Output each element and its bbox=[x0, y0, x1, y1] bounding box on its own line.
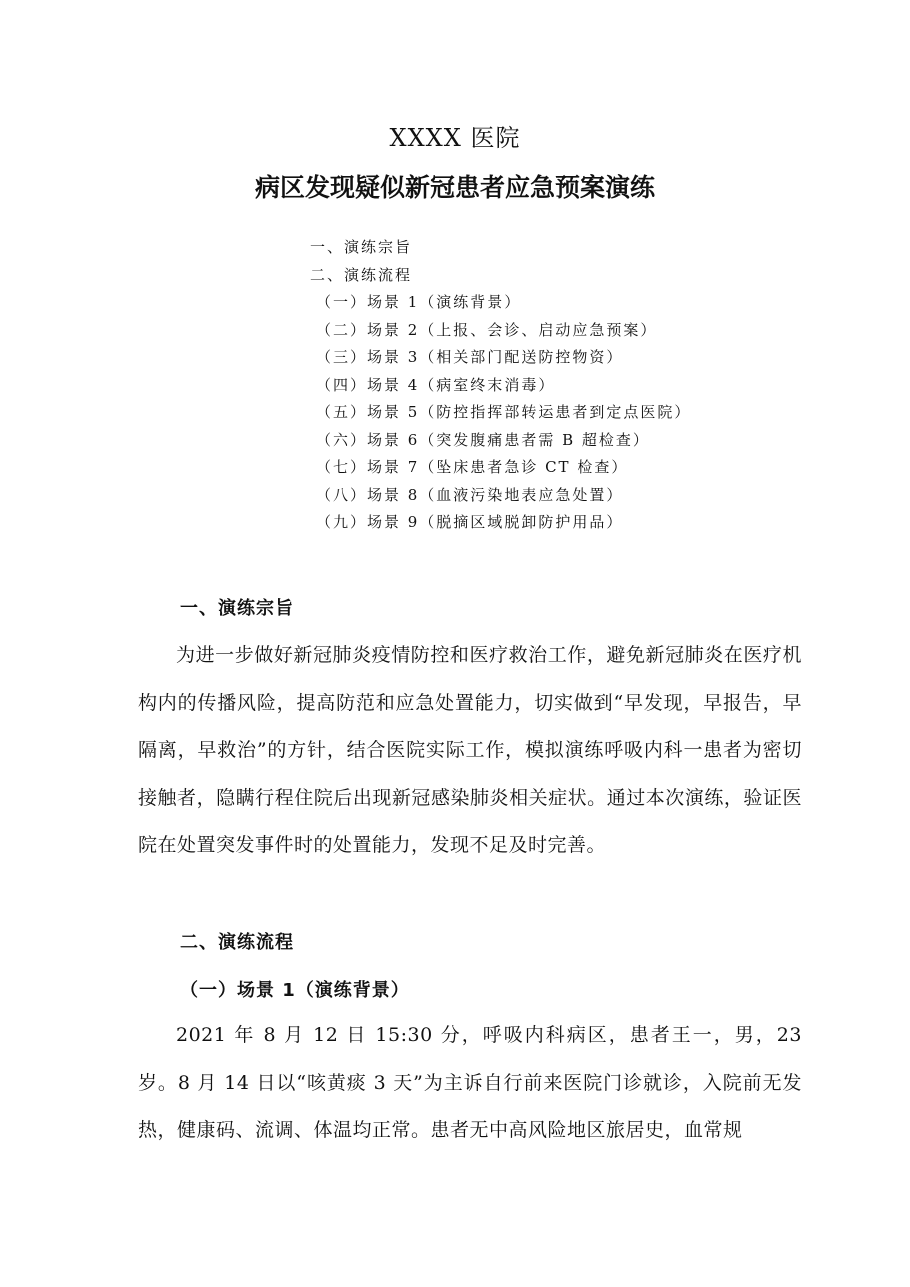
toc-item: （一）场景 1（演练背景） bbox=[316, 293, 522, 311]
toc-item: （九）场景 9（脱摘区域脱卸防护用品） bbox=[316, 513, 624, 531]
toc-item: （六）场景 6（突发腹痛患者需 B 超检查） bbox=[316, 430, 650, 449]
toc-item: 二、演练流程 bbox=[310, 265, 413, 284]
toc-item: （五）场景 5（防控指挥部转运患者到定点医院） bbox=[316, 403, 692, 421]
toc-item: （八）场景 8（血液污染地表应急处置） bbox=[316, 485, 624, 504]
document-title: 病区发现疑似新冠患者应急预案演练 bbox=[254, 173, 655, 202]
subsection-body-scene1: 2021 年 8 月 12 日 15:30 分，呼吸内科病区，患者王一，男，23 岁。8 月 14 日以“咳黄痰 3 天”为主诉自行前来医院门诊就诊，入院前无发热，健康码、流调、体温均正常。患者无中高风险地区旅居史，血常规 bbox=[138, 1024, 802, 1141]
section-heading-purpose: 一、演练宗旨 bbox=[180, 598, 294, 619]
toc-item: （二）场景 2（上报、会诊、启动应急预案） bbox=[316, 320, 658, 339]
toc-item: （三）场景 3（相关部门配送防控物资） bbox=[316, 348, 624, 366]
toc-item: （七）场景 7（坠床患者急诊 CT 检查） bbox=[316, 458, 629, 476]
section-heading-process: 二、演练流程 bbox=[180, 932, 294, 953]
table-of-contents bbox=[310, 234, 830, 537]
toc-item: （四）场景 4（病室终末消毒） bbox=[316, 375, 556, 394]
hospital-name: XXXX 医院 bbox=[389, 124, 521, 152]
toc-item: 一、演练宗旨 bbox=[310, 238, 413, 256]
subsection-heading-scene1: （一）场景 1（演练背景） bbox=[180, 980, 410, 1001]
section-body-purpose: 为进一步做好新冠肺炎疫情防控和医疗救治工作，避免新冠肺炎在医疗机构内的传播风险，提高防范和应急处置能力，切实做到“早发现，早报告，早隔离，早救治”的方针，结合医院实际工作，模拟演练呼吸内科一患者为密切接触者，隐瞒行程住院后出现新冠感染肺炎相关症状。通过本次演练，验证医院在处置突发事件时的处置能力，发现不足及时完善。 bbox=[138, 644, 802, 856]
